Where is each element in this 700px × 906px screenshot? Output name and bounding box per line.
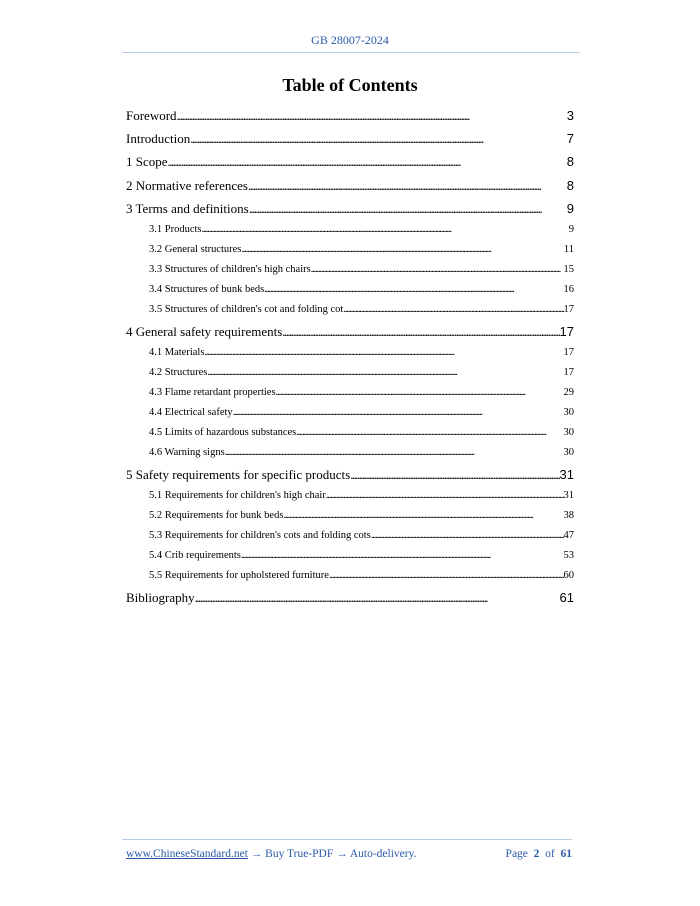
toc-entry-label: 3 Terms and definitions <box>126 200 249 216</box>
toc-entry[interactable] <box>126 590 574 613</box>
toc-entry-page: 17 <box>563 367 574 379</box>
toc-entry-page: 31 <box>563 490 574 502</box>
toc-subentry[interactable] <box>126 427 574 447</box>
toc-subentry[interactable] <box>126 244 574 264</box>
page-number <box>506 848 572 860</box>
toc-entry-label: 4.2 Structures <box>149 367 208 379</box>
toc-entry-label: Bibliography <box>126 590 195 606</box>
toc-entry-page: 3 <box>566 108 574 123</box>
toc-subentry[interactable] <box>126 530 574 550</box>
toc-entry-label: 5 Safety requirements for specific products <box>126 467 351 483</box>
footer-divider <box>122 839 572 840</box>
toc-entry-label: 5.2 Requirements for bunk beds <box>149 510 284 522</box>
dot-leader <box>249 201 567 217</box>
page-word: Page <box>505 848 528 860</box>
toc-entry-page: 38 <box>563 510 574 522</box>
dot-leader <box>233 407 564 418</box>
toc-entry-label: 5.1 Requirements for children's high chair <box>149 490 326 502</box>
toc-entry[interactable] <box>126 131 574 154</box>
dot-leader <box>241 244 563 255</box>
toc-entry-page: 17 <box>563 347 574 359</box>
page-total: 61 <box>560 848 572 860</box>
toc-entry-page: 29 <box>563 387 574 399</box>
dot-leader <box>190 131 567 147</box>
toc-entry-page: 8 <box>566 177 574 193</box>
toc-entry-label: 4.3 Flame retardant properties <box>149 387 276 399</box>
dot-leader <box>225 447 564 458</box>
page-footer <box>126 848 572 864</box>
promo-text: → Buy True-PDF → Auto-delivery. <box>250 848 417 860</box>
toc-entry-label: 3.5 Structures of children's cot and folding cot <box>149 303 344 315</box>
dot-leader <box>350 467 559 483</box>
dot-leader <box>326 490 564 501</box>
toc-entry[interactable] <box>126 201 574 224</box>
toc-entry-label: Foreword <box>126 108 177 123</box>
toc-entry-page: 30 <box>563 427 574 439</box>
toc-entry-page: 11 <box>563 243 574 255</box>
toc-entry-label: 4 General safety requirements <box>126 323 283 339</box>
dot-leader <box>168 154 567 170</box>
toc-entry-page: 7 <box>566 131 574 147</box>
toc-subentry[interactable] <box>126 367 574 387</box>
toc-entry[interactable] <box>126 154 574 177</box>
toc-entry-label: 5.5 Requirements for upholstered furniture <box>149 570 329 582</box>
toc-entry-label: 2 Normative references <box>126 177 248 193</box>
toc-entry-label: 4.4 Electrical safety <box>149 407 233 419</box>
toc-entry[interactable] <box>126 467 574 490</box>
toc-entry-page: 53 <box>563 550 574 562</box>
dot-leader <box>177 108 567 124</box>
toc-entry-page: 30 <box>563 447 574 459</box>
toc-subentry[interactable] <box>126 447 574 467</box>
dot-leader <box>241 550 564 561</box>
toc-entry-page: 30 <box>563 407 574 419</box>
toc-entry-label: 3.4 Structures of bunk beds <box>149 283 265 295</box>
toc-entry-page: 60 <box>563 570 574 582</box>
toc-entry-label: 1 Scope <box>126 154 168 170</box>
toc-entry-page: 17 <box>559 323 574 339</box>
toc-entry[interactable] <box>126 108 574 131</box>
dot-leader <box>283 510 563 521</box>
dot-leader <box>296 427 563 438</box>
dot-leader <box>195 590 560 606</box>
toc-subentry[interactable] <box>126 284 574 304</box>
toc-subentry[interactable] <box>126 570 574 590</box>
toc-entry-label: 4.5 Limits of hazardous substances <box>149 427 297 439</box>
dot-leader <box>264 284 563 295</box>
page-of: of <box>545 848 555 860</box>
toc-subentry[interactable] <box>126 224 574 244</box>
site-link[interactable]: www.ChineseStandard.net <box>126 848 248 860</box>
table-of-contents <box>126 108 574 614</box>
dot-leader <box>311 264 564 275</box>
toc-subentry[interactable] <box>126 407 574 427</box>
page-current: 2 <box>533 848 540 860</box>
toc-entry-page: 16 <box>563 283 574 295</box>
toc-entry-label: 5.4 Crib requirements <box>149 550 241 562</box>
dot-leader <box>204 347 563 358</box>
standard-code-header: GB 28007-2024 <box>311 33 389 47</box>
toc-subentry[interactable] <box>126 510 574 530</box>
toc-entry-label: 5.3 Requirements for children's cots and folding cots <box>149 530 371 542</box>
toc-entry-page: 17 <box>563 303 574 315</box>
dot-leader <box>329 570 564 581</box>
dot-leader <box>343 304 563 315</box>
dot-leader <box>248 178 567 194</box>
toc-entry[interactable] <box>126 324 574 347</box>
dot-leader <box>282 324 559 340</box>
toc-entry-page: 31 <box>559 467 574 483</box>
dot-leader <box>371 530 564 541</box>
toc-entry-label: 3.1 Products <box>149 223 202 235</box>
toc-entry-page: 47 <box>563 530 574 542</box>
toc-entry[interactable] <box>126 178 574 201</box>
toc-entry-page: 15 <box>563 263 574 275</box>
header-divider <box>122 52 580 53</box>
toc-subentry[interactable] <box>126 264 574 284</box>
toc-title: Table of Contents <box>282 75 418 95</box>
toc-subentry[interactable] <box>126 387 574 407</box>
toc-entry-label: 4.6 Warning signs <box>149 447 225 459</box>
toc-entry-label: 4.1 Materials <box>149 347 205 359</box>
toc-entry-label: Introduction <box>126 131 191 147</box>
toc-entry-label: 3.3 Structures of children's high chairs <box>149 263 311 275</box>
toc-subentry[interactable] <box>126 347 574 367</box>
dot-leader <box>276 387 564 398</box>
dot-leader <box>207 367 563 378</box>
toc-entry-label: 3.2 General structures <box>149 243 242 255</box>
toc-entry-page: 8 <box>566 154 574 170</box>
toc-subentry[interactable] <box>126 550 574 570</box>
toc-entry-page: 9 <box>566 200 574 216</box>
dot-leader <box>202 224 569 235</box>
toc-subentry[interactable] <box>126 490 574 510</box>
toc-subentry[interactable] <box>126 304 574 324</box>
toc-entry-page: 61 <box>559 590 574 606</box>
toc-entry-page: 9 <box>568 223 574 235</box>
